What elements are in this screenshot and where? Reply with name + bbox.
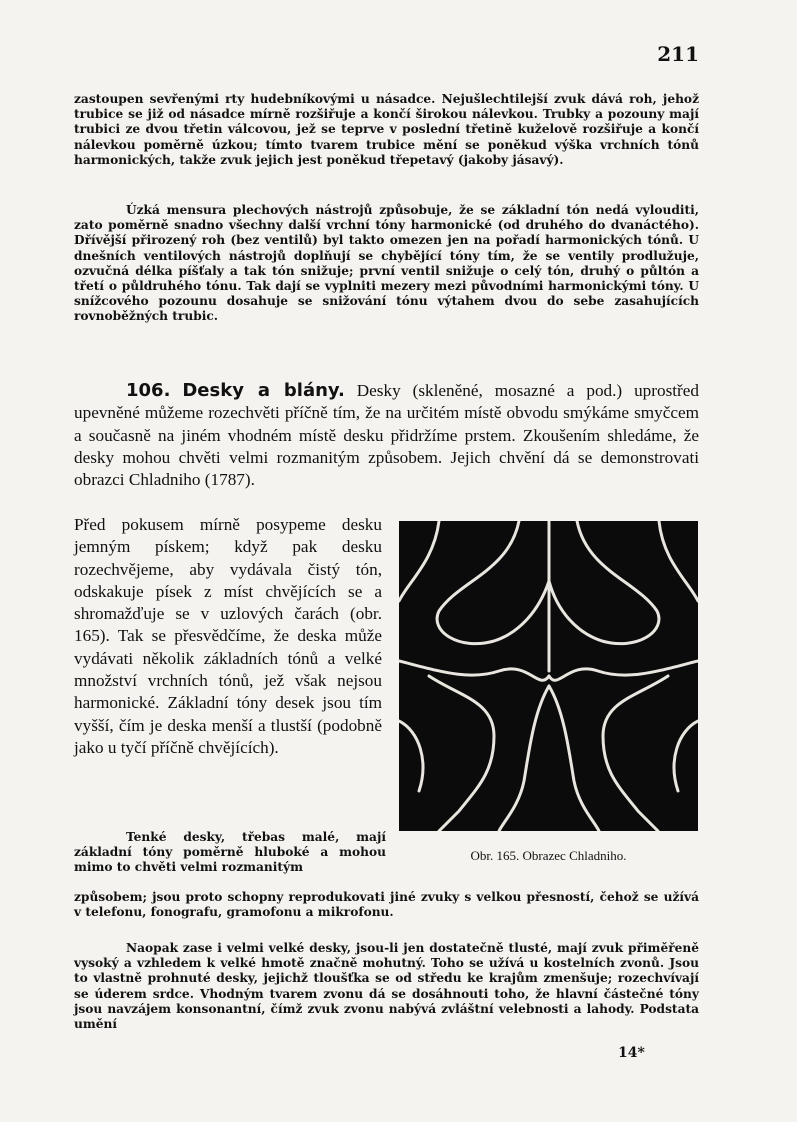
section-106	[74, 380, 699, 491]
paragraph-sand-experiment: Před pokusem mírně posypeme desku jemným pískem; když pak desku rozechvějeme, aby vydávala čistý tón, odskakuje písek z míst chvějících se a shromažďuje se v uzlových čarách (obr. 165). Tak se přesvědčíme, že deska může vydávati několik základních tónů a velké množství vrchních tónů, jež však nejsou harmonické. Základní tóny desek jsou tím vyšší, čím je deska menší a tlustší (podobně jako u tyčí příčně chvějících).	[74, 515, 382, 757]
chladni-figure	[399, 521, 698, 831]
page-number: 211	[657, 42, 699, 66]
paragraph-bells: Naopak zase i velmi velké desky, jsou-li jen dostatečně tlusté, mají zvuk přiměřeně vysoký a vzhledem k velké hmotě značně mohutný. Toho se užívá u kostelních zvonů. Jsou to vlastně prohnuté desky, jejichž tloušťka se od středu ke krajům zmenšuje; rozechvívají se úderem srdce. Vhodným tvarem zvonu dá se dosáhnouti toho, že hlavní částečné tóny jsou navzájem konsonantní, čímž zvuk zvonu nabývá zvláštní velebnosti a lahody. Podstata umění	[74, 941, 699, 1032]
section-number: 106.	[126, 380, 171, 401]
chladni-pattern-image	[399, 521, 698, 831]
paragraph-thin-plates: Tenké desky, třebas malé, mají základní tóny poměrně hluboké a mohou mimo to chvěti velmi rozmanitým	[74, 830, 386, 875]
figure-caption: Obr. 165. Obrazec Chladniho.	[470, 848, 627, 863]
section-intro: Desky (skleněné, mosazné a pod.) uprostřed upevněné můžeme rozechvěti příčně tím, že na určitém místě obvodu smýkáme smyčcem a současně na jiném vhodném místě desku přidržíme prstem. Zkoušením shledáme, že desky mohou chvěti velmi rozmanitým způsobem. Jejich chvění dá se demonstrovati obrazci Chladniho (1787).	[74, 381, 699, 490]
paragraph-thin-plates-cont: způsobem; jsou proto schopny reprodukovati jiné zvuky s velkou přesností, čehož se užívá v telefonu, fonografu, gramofonu a mikrofonu.	[74, 890, 699, 920]
printer-signature: 14*	[618, 1045, 645, 1061]
paragraph-mensura: Úzká mensura plechových nástrojů způsobuje, že se základní tón nedá vylouditi, zato poměrně snadno všechny další vrchní tóny harmonické (od druhého do dvanáctého). Dřívější přirozený roh (bez ventilů) byl takto omezen jen na pořadí harmonických tónů. U dnešních ventilových nástrojů doplňují se chybějící tóny tím, že se ventily prodlužuje, ozvučná délka píšťaly a tak tón snižuje; první ventil snižuje o celý tón, druhý o půltón a třetí o půldruhého tónu. Tak dají se vyplniti mezery mezi původními harmonickými tóny. U snížcového pozounu dosahuje se snižování tónu výtahem dvou do sebe zasahujících rovnoběžných trubic.	[74, 203, 699, 324]
paragraph-brass-instruments: zastoupen sevřenými rty hudebníkovými u násadce. Nejušlechtilejší zvuk dává roh, jehož trubice se již od násadce mírně rozšiřuje a končí širokou nálevkou. Trubky a pozouny mají trubici ze dvou třetin válcovou, jež se teprve v poslední třetině kuželově rozšiřuje a končí nálevkou poměrně úzkou; tímto tvarem trubice mění se poněkud výška vrchních tónů harmonických, takže zvuk jejich jest poněkud třepetavý (jakoby jásavý).	[74, 92, 699, 167]
section-title: Desky a blány.	[182, 380, 345, 401]
